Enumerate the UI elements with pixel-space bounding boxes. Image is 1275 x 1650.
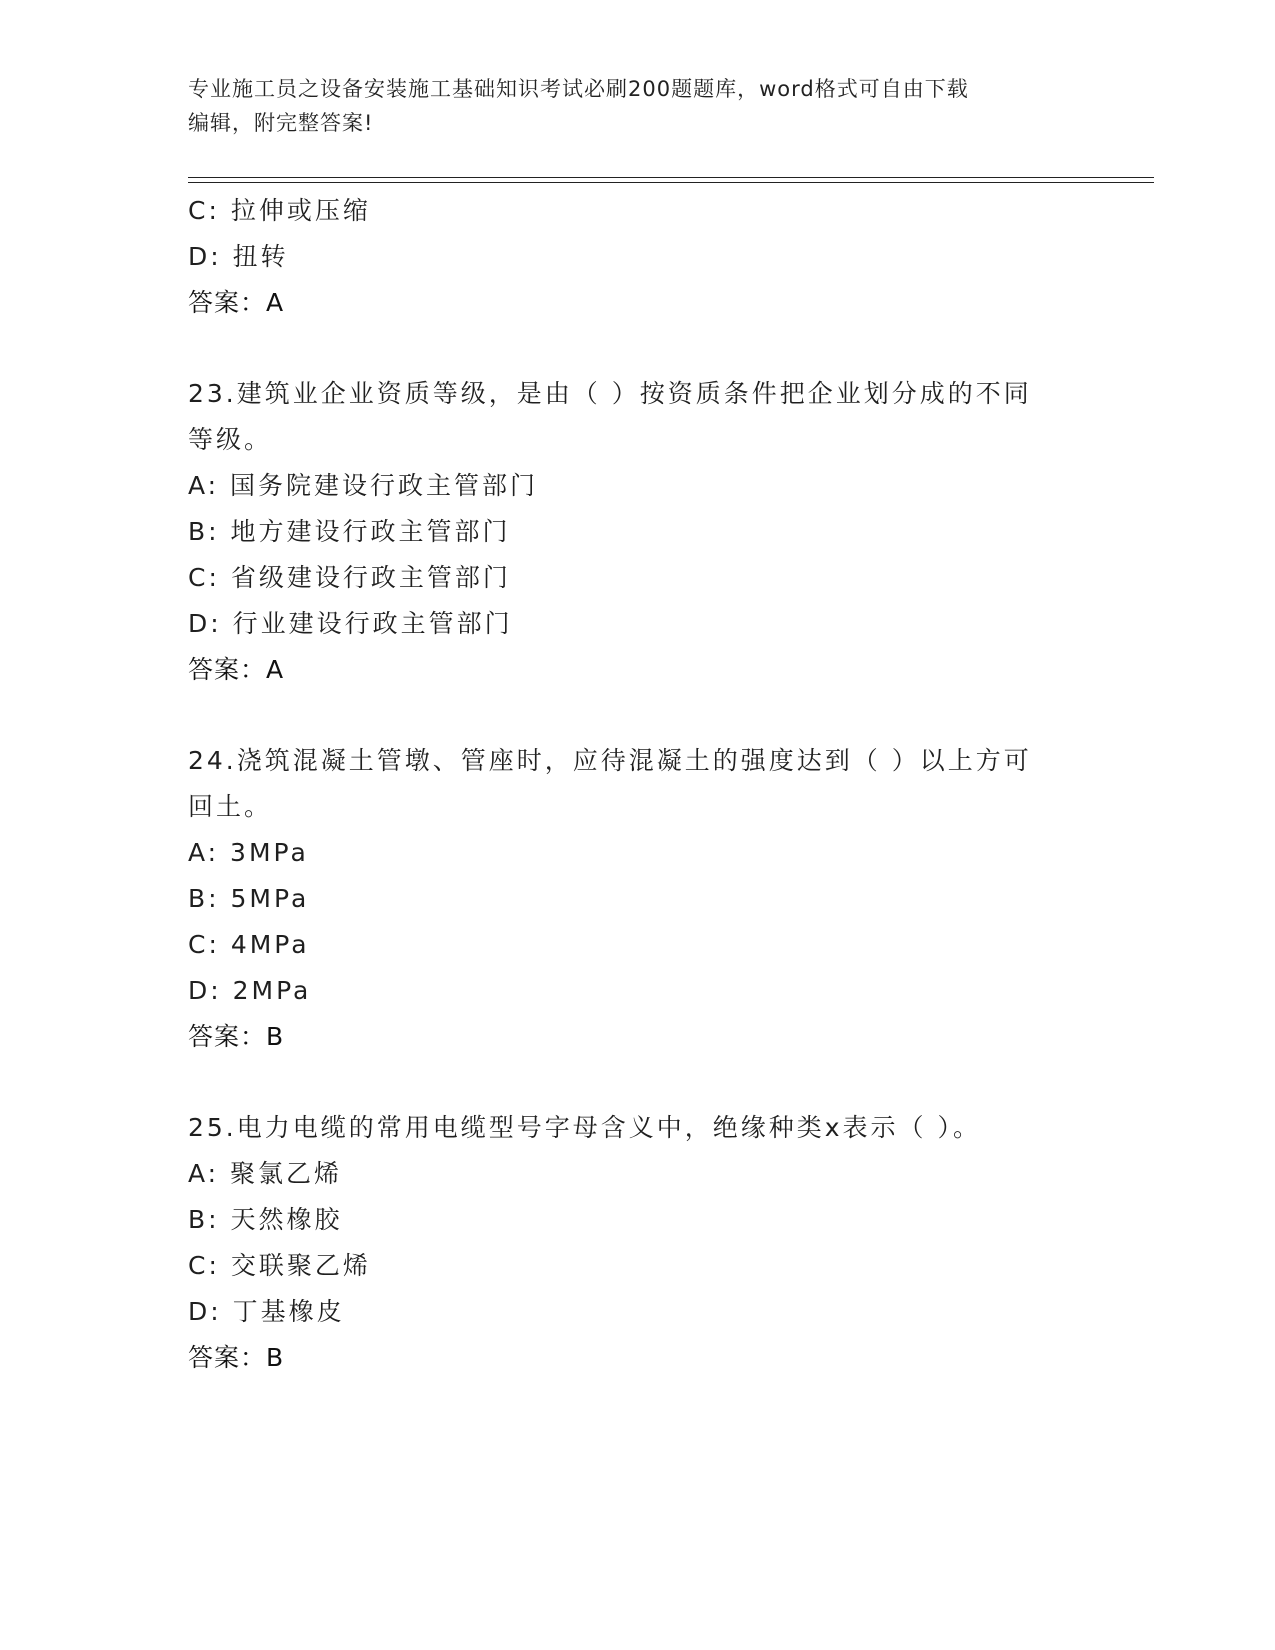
option-c: C: 省级建设行政主管部门 [188, 563, 511, 592]
question-stem-line-1: 23.建筑业企业资质等级，是由（ ）按资质条件把企业划分成的不同 [188, 379, 1032, 408]
question-spacer [188, 326, 1088, 371]
option-b: B: 5MPa [188, 884, 310, 913]
option-a: A: 聚氯乙烯 [188, 1159, 343, 1188]
option-b: B: 地方建设行政主管部门 [188, 517, 511, 546]
header-divider-top [188, 177, 1154, 178]
question-content [188, 188, 1088, 1381]
option-a: A: 国务院建设行政主管部门 [188, 471, 539, 500]
question-stem-line-2: 等级。 [188, 425, 273, 454]
option-c: C: 4MPa [188, 930, 310, 959]
header-title-line-2: 编辑，附完整答案! [188, 111, 374, 135]
option-c: C: 交联聚乙烯 [188, 1251, 371, 1280]
header-divider-bottom [188, 182, 1154, 183]
question-stem-line-2: 回土。 [188, 792, 273, 821]
answer-label: 答案：B [188, 1343, 285, 1372]
question-stem-line-1: 25.电力电缆的常用电缆型号字母含义中，绝缘种类x表示（ ）。 [188, 1113, 982, 1142]
option-d: D: 丁基橡皮 [188, 1297, 345, 1326]
document-header [188, 72, 1088, 140]
option-a: A: 3MPa [188, 838, 309, 867]
header-title-line-1: 专业施工员之设备安装施工基础知识考试必刷200题题库，word格式可自由下载 [188, 77, 969, 101]
question-22-tail [188, 188, 1088, 326]
option-c: C: 拉伸或压缩 [188, 196, 371, 225]
option-b: B: 天然橡胶 [188, 1205, 343, 1234]
answer-label: 答案：B [188, 1022, 285, 1051]
question-23 [188, 371, 1088, 693]
question-24 [188, 738, 1088, 1060]
option-d: D: 扭转 [188, 242, 289, 271]
option-d: D: 2MPa [188, 976, 312, 1005]
question-stem-line-1: 24.浇筑混凝土管墩、管座时，应待混凝土的强度达到（ ）以上方可 [188, 746, 1032, 775]
question-spacer [188, 1060, 1088, 1105]
option-d: D: 行业建设行政主管部门 [188, 609, 513, 638]
answer-label: 答案：A [188, 288, 285, 317]
question-25 [188, 1105, 1088, 1381]
answer-label: 答案：A [188, 655, 285, 684]
question-spacer [188, 693, 1088, 738]
